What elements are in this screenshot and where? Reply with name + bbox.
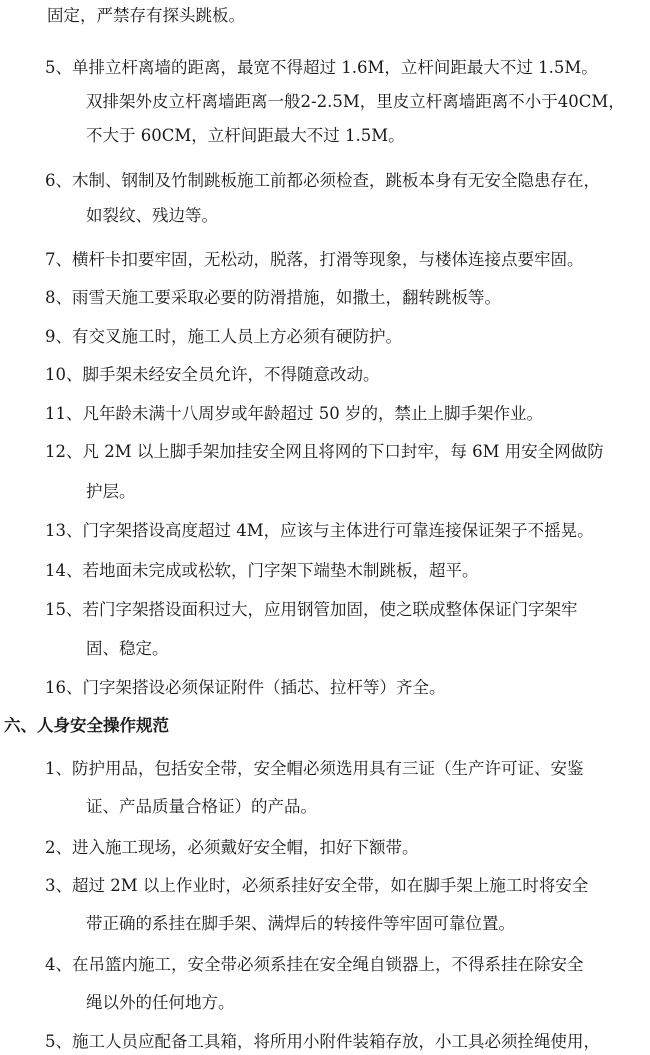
list-item-text: 单排立杆离墙的距离，最宽不得超过 1.6M，立杆间距最大不过 1.5M。 (72, 58, 598, 77)
list-item-10 (45, 363, 380, 387)
list-item-number: 9、 (45, 327, 72, 346)
list-item-text: 超过 2M 以上作业时，必须系挂好安全带，如在脚手架上施工时将安全 (72, 876, 589, 895)
list-item-text: 木制、钢制及竹制跳板施工前都必须检查，跳板本身有无安全隐患存在， (72, 171, 600, 190)
list-item-8 (45, 286, 501, 310)
list-item-continuation: 带正确的系挂在脚手架、满焊后的转接件等牢固可靠位置。 (86, 914, 515, 933)
list-item-text: 在吊篮内施工，安全带必须系挂在安全绳自锁器上，不得系挂在除安全 (72, 955, 584, 974)
list-item-number: 4、 (45, 955, 72, 974)
list-item-text: 凡年龄未满十八周岁或年龄超过 50 岁的，禁止上脚手架作业。 (82, 404, 543, 423)
list-item-number: 6、 (45, 171, 72, 190)
list-item-number: 15、 (45, 600, 83, 619)
list-item-number: 3、 (45, 876, 72, 895)
list-item-text: 凡 2M 以上脚手架加挂安全网且将网的下口封牢，每 6M 用安全网做防 (82, 442, 604, 461)
list-item-number: 14、 (45, 561, 83, 580)
section-item-1 (45, 757, 584, 781)
list-item-continuation: 固、稳定。 (86, 639, 169, 658)
list-item-text: 门字架搭设必须保证附件（插芯、拉杆等）齐全。 (82, 678, 446, 697)
list-item-7 (45, 248, 584, 272)
list-item-11 (45, 402, 543, 426)
list-item-continuation: 不大于 60CM，立杆间距最大不过 1.5M。 (86, 126, 405, 145)
list-item-13 (45, 519, 594, 543)
list-item-number: 11、 (45, 404, 83, 423)
list-item-number: 1、 (45, 759, 72, 778)
list-item-continuation: 如裂纹、残边等。 (86, 206, 218, 225)
list-item-number: 12、 (45, 442, 83, 461)
list-item-continuation: 双排架外皮立杆离墙距离一般2-2.5M，里皮立杆离墙距离不小于40CM， (86, 92, 625, 111)
list-item-number: 5、 (45, 58, 72, 77)
list-item-text: 有交叉施工时，施工人员上方必须有硬防护。 (72, 327, 402, 346)
list-item-text: 防护用品，包括安全带，安全帽必须选用具有三证（生产许可证、安鉴 (72, 759, 584, 778)
list-item-text: 门字架搭设高度超过 4M，应该与主体进行可靠连接保证架子不摇晃。 (82, 521, 594, 540)
list-item-text: 施工人员应配备工具箱，将所用小附件装箱存放，小工具必须拴绳使用， (72, 1032, 600, 1051)
list-item-5 (45, 56, 598, 80)
list-item-14 (45, 559, 479, 583)
list-item-text: 若门字架搭设面积过大，应用钢管加固，使之联成整体保证门字架牢 (82, 600, 578, 619)
continuation-text: 固定，严禁存有探头跳板。 (47, 6, 245, 25)
list-item-number: 5、 (45, 1032, 72, 1051)
list-item-number: 2、 (45, 838, 72, 857)
list-item-number: 10、 (45, 365, 83, 384)
list-item-text: 脚手架未经安全员允许，不得随意改动。 (82, 365, 380, 384)
list-item-number: 8、 (45, 288, 72, 307)
list-item-continuation: 护层。 (86, 482, 136, 501)
list-item-15 (45, 598, 578, 622)
list-item-text: 雨雪天施工要采取必要的防滑措施，如撒土，翻转跳板等。 (72, 288, 501, 307)
list-item-16 (45, 676, 446, 700)
list-item-text: 进入施工现场，必须戴好安全帽，扣好下额带。 (72, 838, 419, 857)
list-item-number: 13、 (45, 521, 83, 540)
list-item-continuation: 绳以外的任何地方。 (86, 993, 235, 1012)
section-item-2 (45, 836, 419, 860)
list-item-text: 横杆卡扣要牢固，无松动，脱落，打滑等现象，与楼体连接点要牢固。 (72, 250, 584, 269)
section-heading: 六、人身安全操作规范 (4, 716, 169, 735)
list-item-12 (45, 440, 604, 464)
list-item-9 (45, 325, 402, 349)
list-item-6 (45, 169, 600, 193)
list-item-number: 7、 (45, 250, 72, 269)
section-item-4 (45, 953, 584, 977)
list-item-number: 16、 (45, 678, 83, 697)
list-item-continuation: 证、产品质量合格证）的产品。 (86, 797, 317, 816)
section-item-3 (45, 874, 588, 898)
list-item-text: 若地面未完成或松软，门字架下端垫木制跳板，超平。 (82, 561, 479, 580)
section-item-5 (45, 1030, 600, 1054)
